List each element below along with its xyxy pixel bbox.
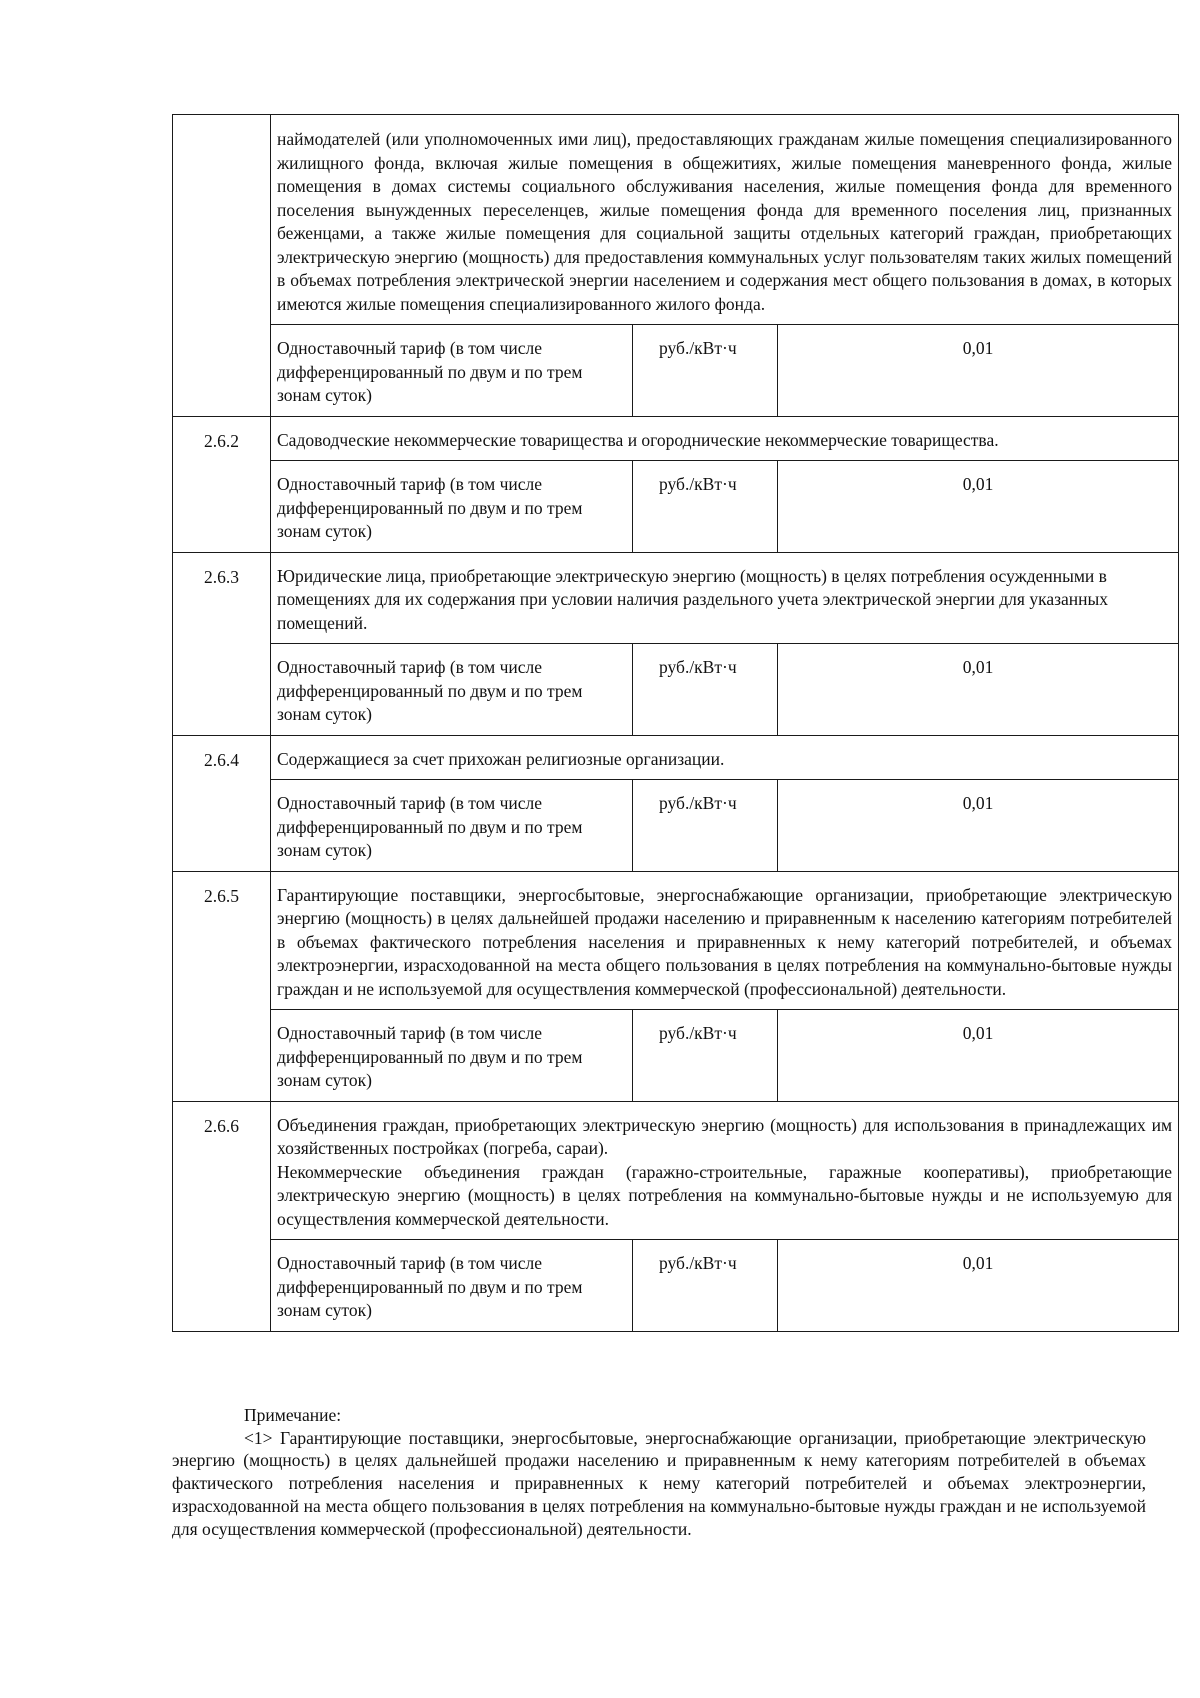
section-description-text: Гарантирующие поставщики, энергосбытовые, энергоснабжающие организации, приобретающие электрическую энергию (мощность) в целях дальнейшей продажи населению и приравненным к населению категориям потребителей в объемах фактического потребления населения и приравненных к нему категорий потребителей, и объемах электроэнергии, израсходованной на места общего пользования в целях потребления на коммунально-бытовые нужды граждан и не используемой для осуществления коммерческой (профессиональной) деятельности. [277,884,1173,999]
tariff-row [173,644,1179,736]
tariff-unit: руб./кВт·ч [633,1240,778,1332]
tariff-unit: руб./кВт·ч [633,1010,778,1102]
section-description: Садоводческие некоммерческие товарищества и огороднические некоммерческие товарищества. [271,416,1179,461]
tariff-label: Одноставочный тариф (в том числе дифференцированный по двум и по трем зонам суток) [271,461,633,553]
section-description: Содержащиеся за счет прихожан религиозные организации. [271,735,1179,780]
tariff-row [173,325,1179,417]
tariff-unit: руб./кВт·ч [633,325,778,417]
section-number: 2.6.6 [173,1101,271,1331]
tariff-value: 0,01 [778,461,1179,553]
footnote-text: <1> Гарантирующие поставщики, энергосбытовые, энергоснабжающие организации, приобретающие электрическую энергию (мощность) в целях дальнейшей продажи населению и приравненным к нему категориям потребителей в объемах фактического потребления населения и приравненных к нему категорий потребителей и объемах электроэнергии, израсходованной на места общего пользования в целях потребления на коммунально-бытовые нужды граждан и не используемой для осуществления коммерческой (профессиональной) деятельности. [172,1427,1146,1539]
tariff-value: 0,01 [778,1240,1179,1332]
section-number: 2.6.2 [173,416,271,552]
tariff-unit: руб./кВт·ч [633,780,778,872]
section-row [173,416,1179,461]
section-description [271,871,1179,1010]
section-number: 2.6.5 [173,871,271,1101]
tariff-row [173,780,1179,872]
tariff-label: Одноставочный тариф (в том числе дифференцированный по двум и по трем зонам суток) [271,1240,633,1332]
tariff-label: Одноставочный тариф (в том числе дифференцированный по двум и по трем зонам суток) [271,780,633,872]
tariff-value: 0,01 [778,325,1179,417]
tariff-row [173,461,1179,553]
section-number: 2.6.3 [173,552,271,735]
section-row [173,552,1179,644]
tariff-row [173,1240,1179,1332]
tariff-value: 0,01 [778,1010,1179,1102]
tariff-label: Одноставочный тариф (в том числе дифференцированный по двум и по трем зонам суток) [271,644,633,736]
section-row [173,871,1179,1010]
tariff-value: 0,01 [778,780,1179,872]
section-number: 2.6.4 [173,735,271,871]
tariff-label: Одноставочный тариф (в том числе дифференцированный по двум и по трем зонам суток) [271,325,633,417]
tariff-label: Одноставочный тариф (в том числе дифференцированный по двум и по трем зонам суток) [271,1010,633,1102]
tariff-unit: руб./кВт·ч [633,461,778,553]
intro-description-text: наймодателей (или уполномоченных ими лиц), предоставляющих гражданам жилые помещения специализированного жилищного фонда, включая жилые помещения в общежитиях, жилые помещения маневренного фонда, жилые помещения в домах системы социального обслуживания населения, жилые помещения фонда для временного поселения вынужденных переселенцев, жилые помещения фонда для временного поселения лиц, признанных беженцами, а также жилые помещения для социальной защиты отдельных категорий граждан, приобретающих электрическую энергию (мощность) для предоставления коммунальных услуг пользователям таких жилых помещений в объемах потребления электрической энергии населением и содержания мест общего пользования в домах, в которых имеются жилые помещения специализированного жилого фонда. [277,129,1173,314]
intro-number-cell [173,115,271,417]
section-description [271,1101,1179,1240]
section-description-text-2: Некоммерческие объединения граждан (гаражно-строительные, гаражные кооперативы), приобретающие электрическую энергию (мощность) в целях потребления на коммунально-бытовые нужды и не используемую для осуществления коммерческой деятельности. [277,1161,1173,1229]
section-description-text: Объединения граждан, приобретающих электрическую энергию (мощность) для использования в принадлежащих им хозяйственных постройках (погреба, сараи). [277,1114,1173,1158]
footnote [172,1404,1146,1540]
footnote-title: Примечание: [244,1405,342,1425]
intro-description [271,115,1179,325]
tariff-value: 0,01 [778,644,1179,736]
tariff-row [173,1010,1179,1102]
section-row [173,1101,1179,1240]
section-row [173,735,1179,780]
intro-row [173,115,1179,325]
tariff-unit: руб./кВт·ч [633,644,778,736]
section-description: Юридические лица, приобретающие электрическую энергию (мощность) в целях потребления осужденными в помещениях для их содержания при условии наличия раздельного учета электрической энергии для указанных помещений. [271,552,1179,644]
tariff-table [172,114,1179,1332]
